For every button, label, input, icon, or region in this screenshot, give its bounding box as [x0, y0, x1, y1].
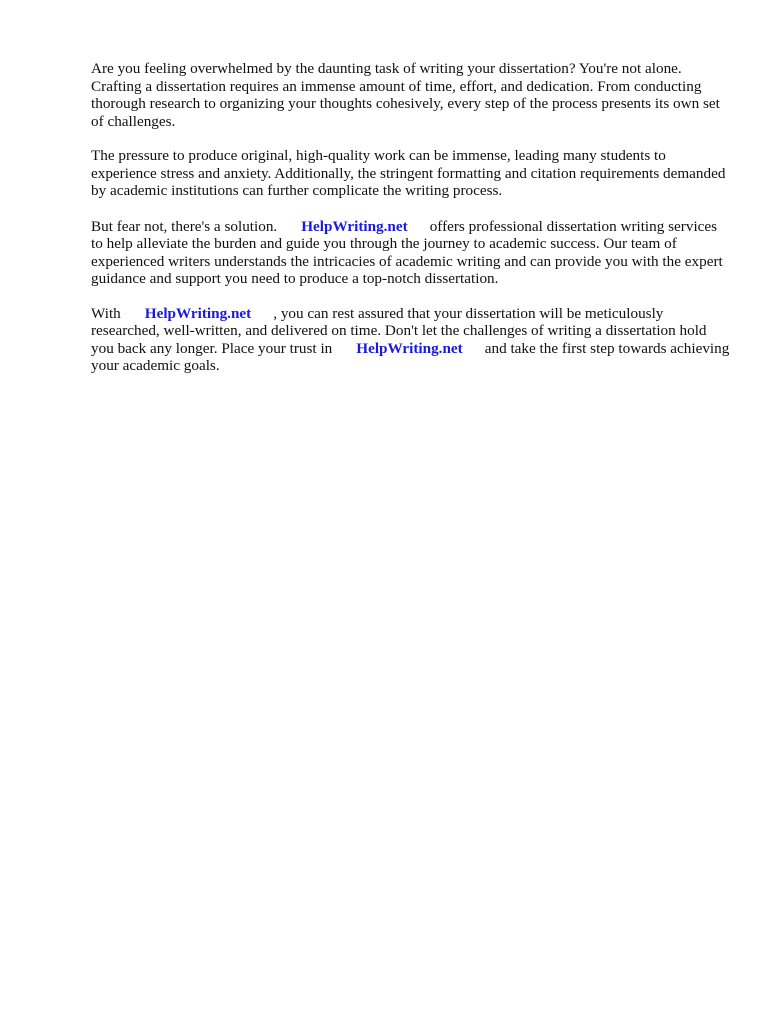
paragraph-solution	[91, 218, 731, 288]
paragraph-closing-text-end: and take the first step towards achieving your academic goals.	[91, 339, 730, 374]
paragraph-closing-text-start: With	[91, 304, 121, 322]
helpwriting-link[interactable]: HelpWriting.net	[301, 217, 408, 235]
paragraph-closing	[91, 305, 731, 375]
paragraph-closing-text-middle: , you can rest assured that your dissertation will be meticulously researched, well-written, and delivered on time. Don't let the challenges of writing a dissertation hold you back any longer. Place your trust in	[91, 304, 707, 357]
helpwriting-link[interactable]: HelpWriting.net	[144, 304, 252, 322]
document-body	[91, 60, 731, 392]
paragraph-intro: Are you feeling overwhelmed by the daunting task of writing your dissertation? You're not alone. Crafting a dissertation requires an immense amount of time, effort, and dedication. From conducting thorough research to organizing your thoughts cohesively, every step of the process presents its own set of challenges.	[91, 60, 720, 130]
paragraph-pressure: The pressure to produce original, high-quality work can be immense, leading many students to experience stress and anxiety. Additionally, the stringent formatting and citation requirements demanded by academic institutions can further complicate the writing process.	[91, 147, 726, 199]
helpwriting-link[interactable]: HelpWriting.net	[356, 339, 463, 357]
paragraph-solution-text-start: But fear not, there's a solution.	[91, 217, 278, 235]
paragraph-solution-text-end: offers professional dissertation writing services to help alleviate the burden and guide you through the journey to academic success. Our team of experienced writers understands the intricacies of academic writing and can provide you with the expert guidance and support you need to produce a top-notch dissertation.	[91, 217, 723, 287]
